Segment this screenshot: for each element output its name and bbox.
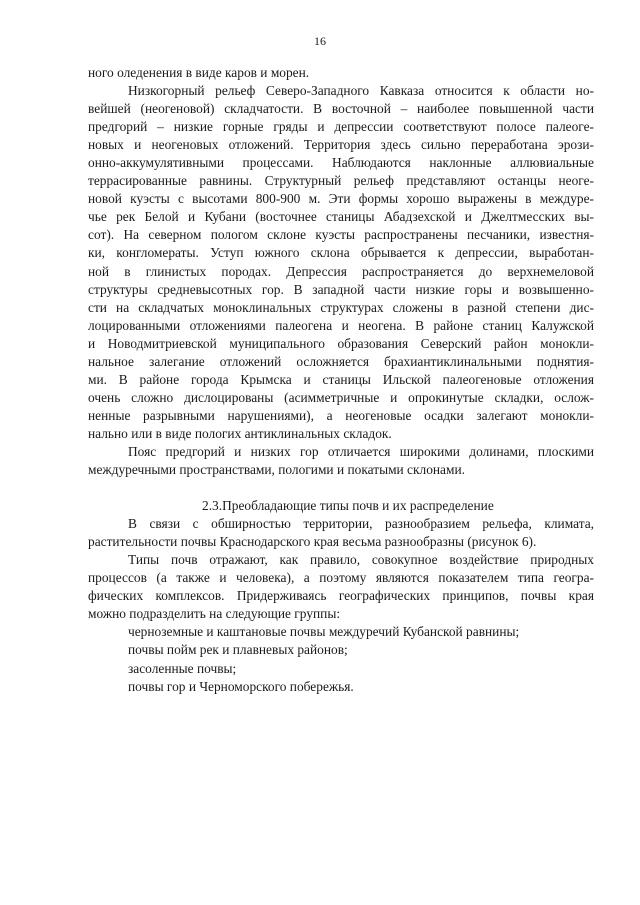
section-heading: [88, 497, 594, 515]
text-line: ной в глинистых породах. Депрессия распространяется до верхнемеловой: [88, 263, 594, 279]
text-line: террасированные равнины. Структурный рельеф представляют останцы неоге-: [88, 173, 594, 189]
page-content: [88, 64, 594, 696]
list-item: черноземные и каштановые почвы междуречий Кубанской равнины;: [128, 624, 520, 640]
paragraph-foothills: [88, 443, 594, 479]
page-number: 16: [314, 34, 326, 48]
paragraph-continuation: [88, 64, 594, 82]
text-line: ми. В районе города Крымска и станицы Ильской палеогеновые отложения: [88, 371, 594, 387]
text-line: ненные разрывными нарушениями), а неогеновые осадки залегают монокли-: [88, 407, 594, 423]
text-line: можно подразделить на следующие группы:: [88, 606, 341, 622]
text-line: новых и неогеновых отложений. Территория здесь сильно переработана эрози-: [88, 137, 594, 153]
text-line: очень сложно дислоцированы (асимметричные и опрокинутые складки, ослож-: [88, 389, 594, 405]
text-line: ного оледенения в виде каров и морен.: [88, 65, 310, 80]
text-line: и Новодмитриевской муниципального образования Северский район монокли-: [88, 335, 594, 351]
text-line: фических комплексов. Придерживаясь географических принципов, почвы края: [88, 588, 594, 604]
text-line: предгорий – низкие горные гряды и депрессии соответствуют полосе палеоге-: [88, 119, 594, 135]
list-item: засоленные почвы;: [128, 660, 237, 676]
soil-group-list: [88, 623, 594, 695]
text-line: растительности почвы Краснодарского края весьма разнообразны (рисунок 6).: [88, 534, 537, 550]
text-line: нально или в виде пологих антиклинальных складок.: [88, 425, 392, 441]
text-line: междуречными пространствами, пологими и покатыми склонами.: [88, 462, 465, 478]
text-line: ки, конгломераты. Уступ южного склона обрывается к депрессии, выработан-: [88, 245, 594, 261]
text-line: нальное залегание отложений осложняется брахиантиклинальными поднятия-: [88, 353, 594, 369]
text-line: новой куэсты с высотами 800-900 м. Эти формы хорошо выражены в междуре-: [88, 191, 594, 207]
paragraph-relief: [88, 82, 594, 443]
text-line: Типы почв отражают, как правило, совокупное воздействие природных: [128, 552, 594, 568]
text-line: онно-аккумулятивными процессами. Наблюдаются наклонные аллювиальные: [88, 155, 594, 171]
list-item: почвы гор и Черноморского побережья.: [128, 678, 354, 694]
text-line: Пояс предгорий и низких гор отличается широкими долинами, плоскими: [128, 443, 594, 459]
paragraph-soil-types: [88, 551, 594, 623]
text-line: вейшей (неогеновой) складчатости. В восточной – наиболее повышенной части: [88, 101, 594, 117]
text-line: процессов (а также и человека), а поэтому являются показателем типа геогра-: [88, 570, 594, 586]
text-line: сот). На северном пологом склоне куэсты распространены песчаники, известня-: [88, 227, 594, 243]
text-line: В связи с обширностью территории, разнообразием рельефа, климата,: [128, 516, 594, 532]
section-title: 2.3.Преобладающие типы почв и их распределение: [202, 498, 494, 514]
text-line: Низкогорный рельеф Северо-Западного Кавказа относится к области но-: [128, 83, 594, 99]
paragraph-gap: [88, 479, 594, 497]
text-line: сти на складчатых моноклинальных структурах сложены в разной степени дис-: [88, 299, 594, 315]
text-line: чье рек Белой и Кубани (восточнее станицы Абадзехской и Джелтмесских вы-: [88, 209, 594, 225]
text-line: структуры средневысотных гор. В западной части низкие горы и возвышенно-: [88, 281, 594, 297]
list-item: почвы пойм рек и плавневых районов;: [128, 642, 348, 658]
text-line: лоцированными отложениями палеогена и неогена. В районе станиц Калужской: [88, 317, 594, 333]
paragraph-soil-diversity: [88, 515, 594, 551]
